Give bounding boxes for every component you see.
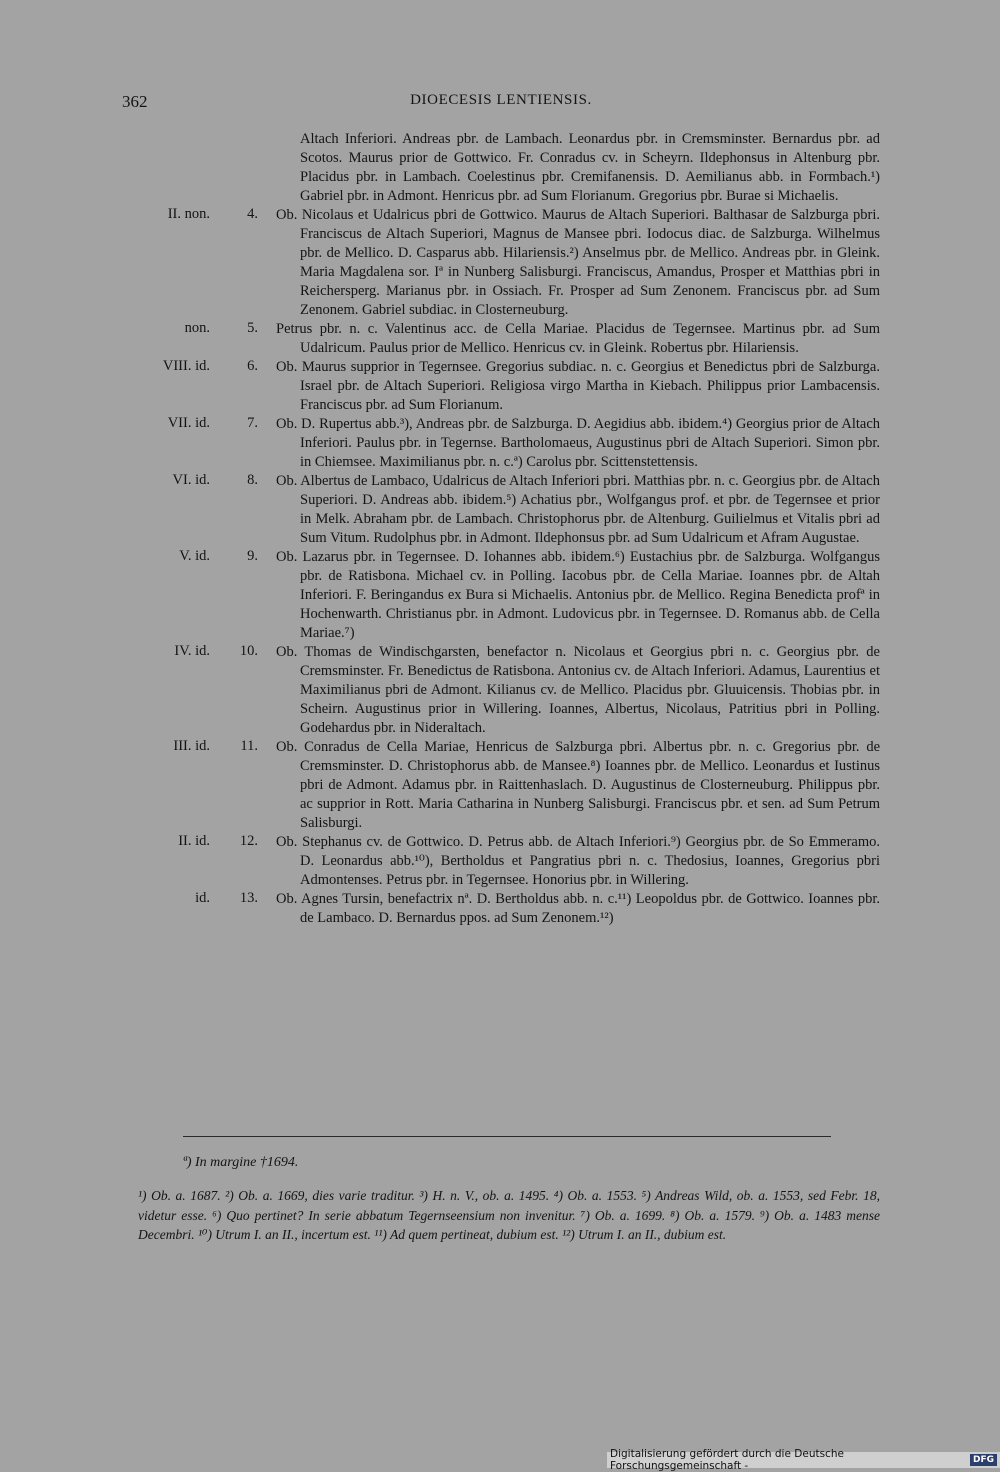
entry-text: Ob. Lazarus pbr. in Tegernsee. D. Iohannes abb. ibidem.⁶) Eustachius pbr. de Salzburga. Wolfgangus pbr. de Ratisbona. Michael cv. in Polling. Iacobus pbr. de Cella Mariae. Ioannes pbr. de Altah Inferiori. F. Beringandus ex Bura si Michaelis. Antonius pbr. de Mellico. Regina Benedicta profª in Hochenwarth. Christianus pbr. in Admont. Ludovicus pbr. in Tegernsee. D. Romanus abb. de Cella Mariae.⁷)	[276, 549, 880, 641]
margin-note: ª) In margine †1694.	[183, 1155, 299, 1170]
dfg-logo: DFG	[970, 1454, 997, 1466]
entry-continuation	[0, 130, 1000, 206]
running-title: DIOECESIS LENTIENSIS.	[410, 92, 592, 108]
page-header	[122, 92, 880, 114]
entry-day-8	[0, 472, 1000, 548]
entry-date: II. id.	[178, 833, 210, 849]
entry-day: 11.	[240, 738, 258, 754]
entry-day: 4.	[247, 206, 258, 222]
entry-date: IV. id.	[174, 643, 210, 659]
entry-text: Ob. Conradus de Cella Mariae, Henricus de Salzburga pbri. Albertus pbr. n. c. Gregorius pbr. de Cremsminster. D. Christophorus abb. de Mansee.⁸) Ioannes pbr. de Mellico. Leonardus et Iustinus pbri de Admont. Adamus pbr. in Raittenhaslach. D. Augustinus de Closterneuburg. Philippus pbr. ac supprior in Rott. Maria Catharina in Nunberg Salisburgi. Franciscus pbr. et sen. ad Sum Petrum Salisburgi.	[276, 739, 880, 831]
entry-text: Ob. D. Rupertus abb.³), Andreas pbr. de Salzburga. D. Aegidius abb. ibidem.⁴) Georgius prior de Altach Inferiori. Paulus pbr. in Tegernse. Bartholomaeus, Augustinus pbri de Altach Superiori. Simon pbr. in Chiemsee. Maximilianus pbr. n. c.ª) Carolus pbr. Scittenstettensis.	[276, 416, 880, 470]
entry-text: Altach Inferiori. Andreas pbr. de Lambach. Leonardus pbr. in Cremsminster. Bernardus pbr. ad Scotos. Maurus prior de Gottwico. Fr. Conradus cv. in Scheyrn. Ildephonsus in Altenburg pbr. Placidus pbr. in Lambach. Coelestinus pbr. Cremifanensis. D. Aemilianus abb. in Formbach.¹) Gabriel pbr. in Admont. Henricus pbr. ad Sum Florianum. Gregorius pbr. Burae si Michaelis.	[300, 131, 880, 204]
entry-day-10	[0, 643, 1000, 738]
entry-date: non.	[184, 320, 210, 336]
entry-date: VIII. id.	[162, 358, 210, 374]
entry-day: 13.	[239, 890, 258, 906]
entry-date: II. non.	[167, 206, 210, 222]
entry-text: Ob. Maurus supprior in Tegernsee. Gregorius subdiac. n. c. Georgius et Benedictus pbri de Salzburga. Israel pbr. de Altach Superiori. Religiosa virgo Martha in Kiebach. Philippus prior Lambacensis. Franciscus pbr. ad Sum Florianum.	[276, 359, 880, 413]
entry-text: Ob. Stephanus cv. de Gottwico. D. Petrus abb. de Altach Inferiori.⁹) Georgius pbr. de So Emmeramo. D. Leonardus abb.¹⁰), Bertholdus et Pangratius pbri n. c. Thedosius, Ioannes, Gregorius pbri Admontenses. Petrus pbr. in Tegernsee. Honorius pbr. in Willering.	[276, 834, 880, 888]
credit-text: Digitalisierung gefördert durch die Deutsche Forschungsgemeinschaft -	[610, 1448, 844, 1472]
entry-day-7	[0, 415, 1000, 472]
entry-day-5	[0, 320, 1000, 358]
entry-date: VII. id.	[167, 415, 210, 431]
entry-day-11	[0, 738, 1000, 833]
page-number: 362	[122, 92, 148, 111]
footnotes: ¹) Ob. a. 1687. ²) Ob. a. 1669, dies varie traditur. ³) H. n. V., ob. a. 1495. ⁴) Ob. a. 1553. ⁵) Andreas Wild, ob. a. 1553, sed Febr. 18, videtur esse. ⁶) Quo pertinet? In serie abbatum Tegernseensium non invenitur. ⁷) Ob. a. 1699. ⁸) Ob. a. 1579. ⁹) Ob. a. 1483 mense Decembri. ¹⁰) Utrum I. an II., incertum est. ¹¹) Ad quem pertineat, dubium est. ¹²) Utrum I. an II., dubium est.	[138, 1188, 880, 1242]
entry-text: Ob. Albertus de Lambaco, Udalricus de Altach Inferiori pbri. Matthias pbr. n. c. Georgius pbr. de Altach Superiori. D. Andreas abb. ibidem.⁵) Achatius pbr., Wolfgangus prof. et pbr. de Tegernsee et prior in Melk. Abraham pbr. de Lambach. Christophorus pbr. de Altenburg. Guilielmus et Vitalis pbri ad Sum Vitum. Rudolphus pbr. in Admont. Ildephonsus pbr. ad Sum Udalricum et Afram Augustae.	[276, 473, 880, 546]
entry-day: 6.	[247, 358, 258, 374]
entry-day: 9.	[247, 548, 258, 564]
entry-day: 12.	[239, 833, 258, 849]
entry-day: 5.	[247, 320, 258, 336]
entry-day-12	[0, 833, 1000, 890]
entry-text: Ob. Nicolaus et Udalricus pbri de Gottwico. Maurus de Altach Superiori. Balthasar de Salzburga pbri. Franciscus de Altach Superiori, Magnus de Mansee pbri. Iodocus diac. de Salzburga. Wilhelmus pbr. de Mellico. D. Casparus abb. Hilariensis.²) Anselmus pbr. de Mellico. Andreas pbr. in Gleink. Maria Magdalena sor. Iª in Nunberg Salisburgi. Franciscus, Amandus, Prosper et Matthias pbri in Reichersperg. Marianus pbr. in Ossiach. Fr. Prosper ad Sum Zenonem. Franciscus pbr. ad Sum Zenonem. Gabriel subdiac. in Closterneuburg.	[276, 207, 880, 318]
digitization-credit	[607, 1448, 1000, 1472]
footnote-divider	[183, 1136, 831, 1137]
entry-date: III. id.	[173, 738, 210, 754]
entry-text: Ob. Thomas de Windischgarsten, benefactor n. Nicolaus et Georgius pbri n. c. Georgius pbr. de Cremsminster. Fr. Benedictus de Ratisbona. Antonius cv. de Altach Inferiori. Adamus, Laurentius et Maximilianus pbri de Admont. Kilianus cv. de Mellico. Placidus pbr. Gluuicensis. Thobias pbr. in Scheirn. Augustinus prior in Willering. Ioannes, Albertus, Nicolaus, Patritius pbri in Polling. Godehardus pbr. in Nideraltach.	[276, 644, 880, 736]
entry-day-4	[0, 206, 1000, 320]
entry-day: 7.	[247, 415, 258, 431]
entry-date: VI. id.	[172, 472, 210, 488]
entry-date: V. id.	[179, 548, 210, 564]
entry-day: 8.	[247, 472, 258, 488]
entry-day: 10.	[239, 643, 258, 659]
entry-text: Ob. Agnes Tursin, benefactrix nª. D. Bertholdus abb. n. c.¹¹) Leopoldus pbr. de Gottwico. Ioannes pbr. de Lambaco. D. Bernardus ppos. ad Sum Zenonem.¹²)	[276, 891, 880, 926]
entry-day-6	[0, 358, 1000, 415]
necrology-entries	[0, 130, 1000, 928]
entry-date: id.	[195, 890, 210, 906]
entry-day-9	[0, 548, 1000, 643]
entry-text: Petrus pbr. n. c. Valentinus acc. de Cella Mariae. Placidus de Tegernsee. Martinus pbr. ad Sum Udalricum. Paulus prior de Mellico. Henricus cv. in Gleink. Robertus pbr. Hilariensis.	[276, 321, 880, 356]
entry-day-13	[0, 890, 1000, 928]
